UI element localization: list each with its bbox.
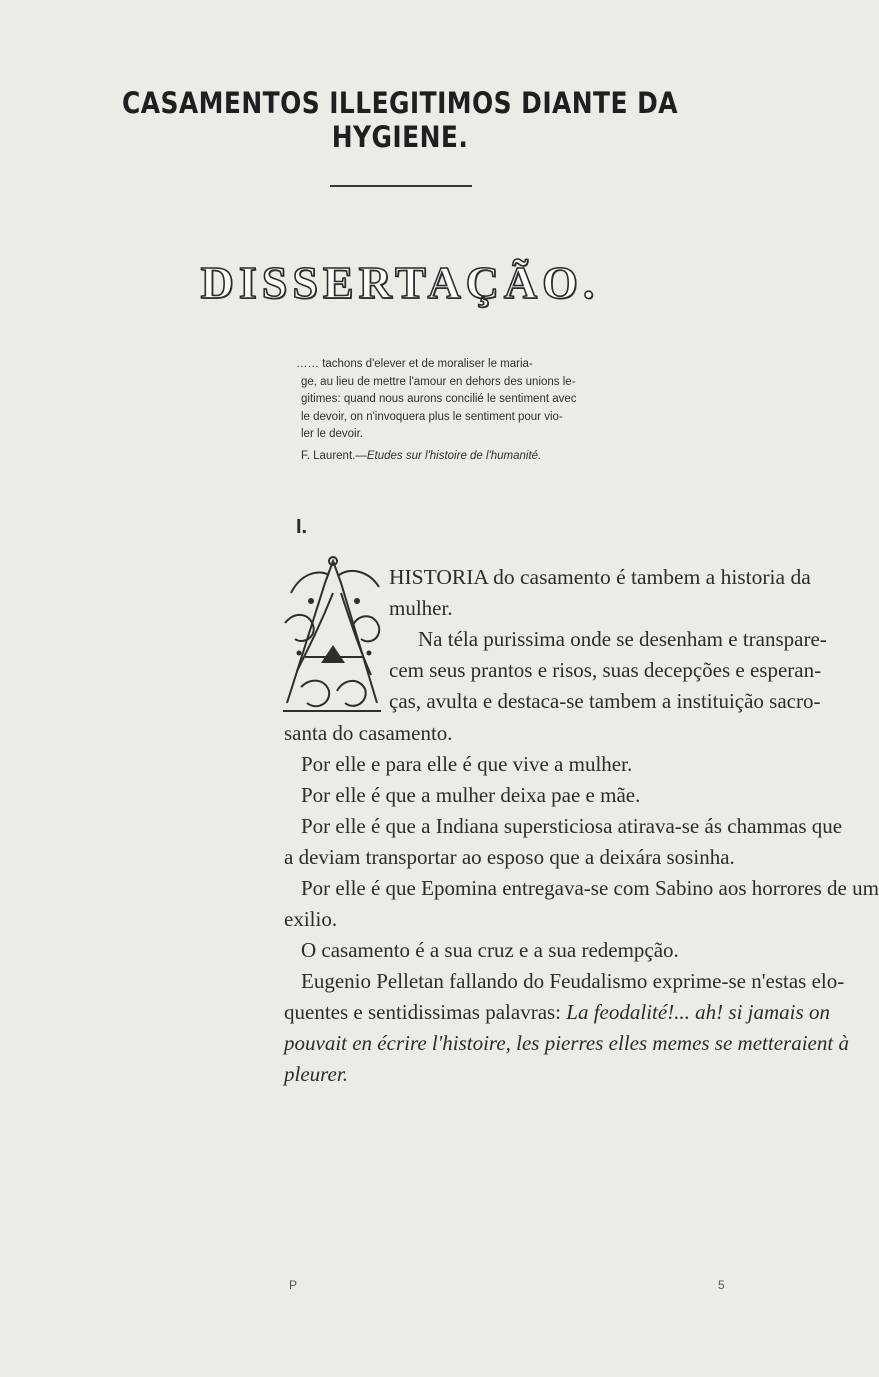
epigraph-line: gitimes: quand nous aurons concilié le sentiment avec: [301, 393, 577, 405]
body-line: a deviam transportar ao esposo que a deixára sosinha.: [284, 845, 735, 869]
body-line: Por elle é que Epomina entregava-se com Sabino aos horrores de um: [301, 876, 879, 900]
body-line: santa do casamento.: [284, 721, 453, 745]
page-number: 5: [718, 1278, 725, 1292]
body-line: Por elle é que a Indiana supersticiosa atirava-se ás chammas que: [301, 814, 843, 838]
body-line: exilio.: [284, 907, 338, 931]
chapter-numeral: I.: [296, 516, 308, 538]
epigraph-line: ge, au lieu de mettre l'amour en dehors des unions le-: [301, 375, 576, 388]
epigraph: [296, 356, 721, 465]
body-line: Por elle é que a mulher deixa pae e mãe.: [301, 783, 641, 807]
epigraph-line: le devoir, on n'invoquera plus le sentiment pour vio-: [301, 410, 563, 423]
body-line: Eugenio Pelletan fallando do Feudalismo exprime-se n'estas elo-: [301, 969, 845, 993]
body-line: pleurer.: [284, 1062, 348, 1086]
body-line: [284, 1002, 830, 1023]
body-line: mulher.: [389, 596, 453, 620]
body-line: Por elle e para elle é que vive a mulher.: [301, 752, 633, 776]
body-line: O casamento é a sua cruz e a sua redempção.: [301, 938, 679, 962]
title-rule: [330, 185, 472, 187]
section-title: DISSERTAÇÃO.: [200, 257, 600, 308]
body-line: cem seus prantos e risos, suas decepções e esperan-: [389, 658, 822, 682]
body-line: Na téla purissima onde se desenham e transpare-: [418, 627, 827, 651]
signature-mark: P: [289, 1278, 298, 1292]
ornamental-initial-a-icon: [281, 553, 385, 721]
epigraph-citation: F. Laurent.—Etudes sur l'histoire de l'humanité.: [301, 449, 542, 462]
epigraph-work: Etudes sur l'histoire de l'humanité.: [366, 449, 542, 462]
body-line-roman: quentes e sentidissimas palavras:: [284, 1000, 567, 1024]
body-line: ças, avulta e destaca-se tambem a instituição sacro-: [389, 689, 821, 713]
body-line: HISTORIA do casamento é tambem a historia da: [389, 565, 811, 589]
body-line: pouvait en écrire l'histoire, les pierres elles memes se metteraient à: [284, 1031, 849, 1055]
epigraph-line: ler le devoir.: [301, 428, 364, 440]
epigraph-line: …… tachons d'elever et de moraliser le maria-: [296, 358, 533, 370]
body-line-italic: La feodalité!... ah! si jamais on: [566, 1000, 830, 1024]
epigraph-author: F. Laurent.: [301, 449, 356, 462]
running-title: CASAMENTOS ILLEGITIMOS DIANTE DA HYGIENE.: [122, 86, 678, 154]
